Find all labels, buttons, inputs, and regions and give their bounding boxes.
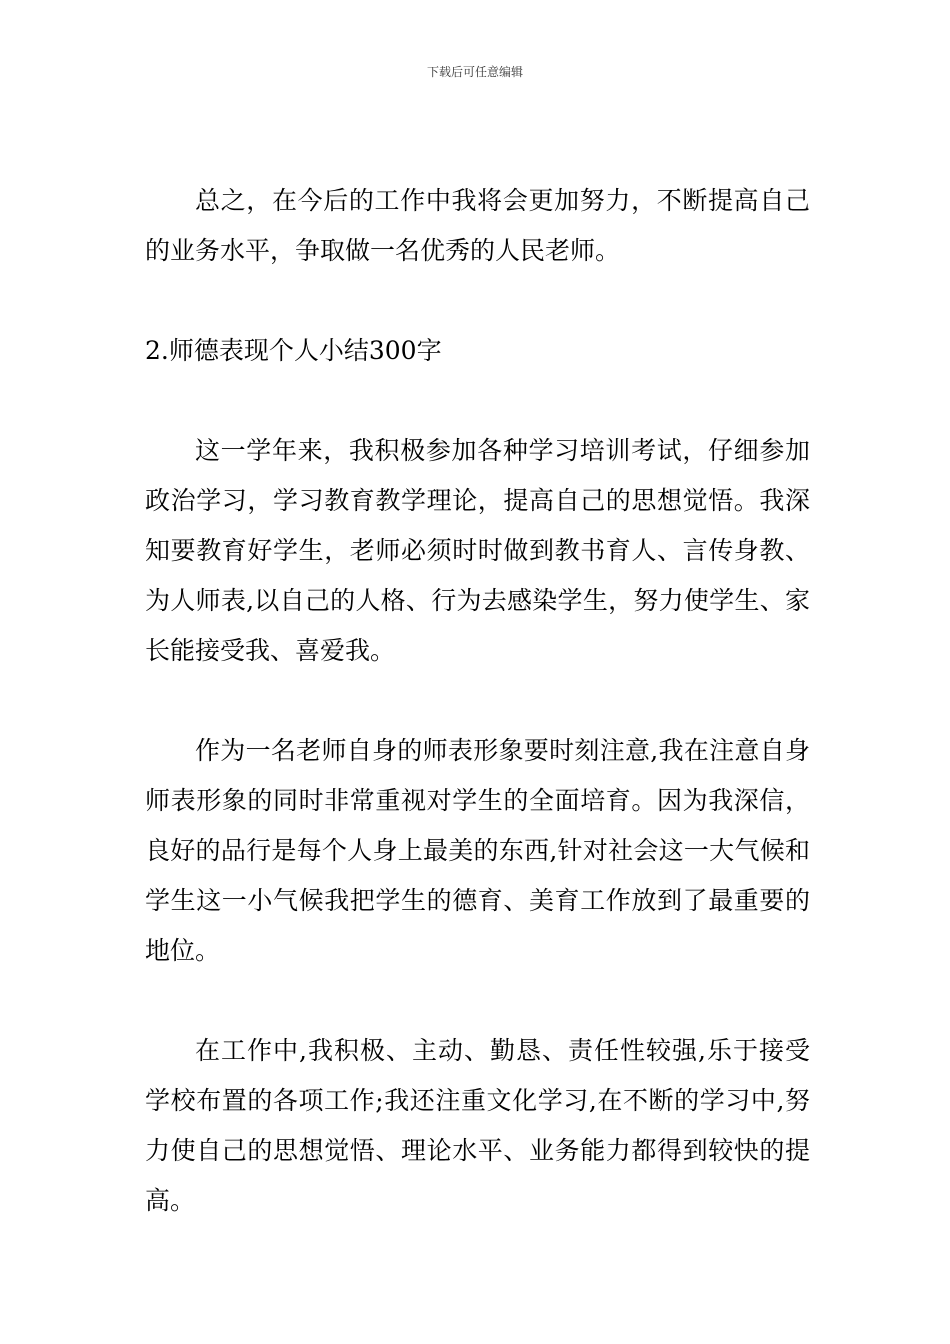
paragraph-gap	[145, 276, 810, 326]
paragraph-conclusion: 总之，在今后的工作中我将会更加努力，不断提高自己的业务水平，争取做一名优秀的人民老师。	[145, 186, 810, 265]
section-heading: 2.师德表现个人小结300字	[145, 336, 442, 365]
document-body	[145, 176, 810, 1226]
paragraph-gap	[145, 976, 810, 1026]
paragraph-work-attitude: 在工作中,我积极、主动、勤恳、责任性较强,乐于接受学校布置的各项工作;我还注重文化学习,在不断的学习中,努力使自己的思想觉悟、理论水平、业务能力都得到较快的提高。	[145, 1036, 810, 1215]
header-note: 下载后可任意编辑	[426, 65, 523, 79]
paragraph-gap	[145, 676, 810, 726]
paragraph-study: 这一学年来，我积极参加各种学习培训考试，仔细参加政治学习，学习教育教学理论，提高自己的思想觉悟。我深知要教育好学生，老师必须时时做到教书育人、言传身教、为人师表,以自己的人格、行为去感染学生，努力使学生、家长能接受我、喜爱我。	[145, 436, 810, 665]
paragraph-gap	[145, 376, 810, 426]
paragraph-teacher-image: 作为一名老师自身的师表形象要时刻注意,我在注意自身师表形象的同时非常重视对学生的全面培育。因为我深信，良好的品行是每个人身上最美的东西,针对社会这一大气候和学生这一小气候我把学生的德育、美育工作放到了最重要的地位。	[145, 736, 810, 965]
